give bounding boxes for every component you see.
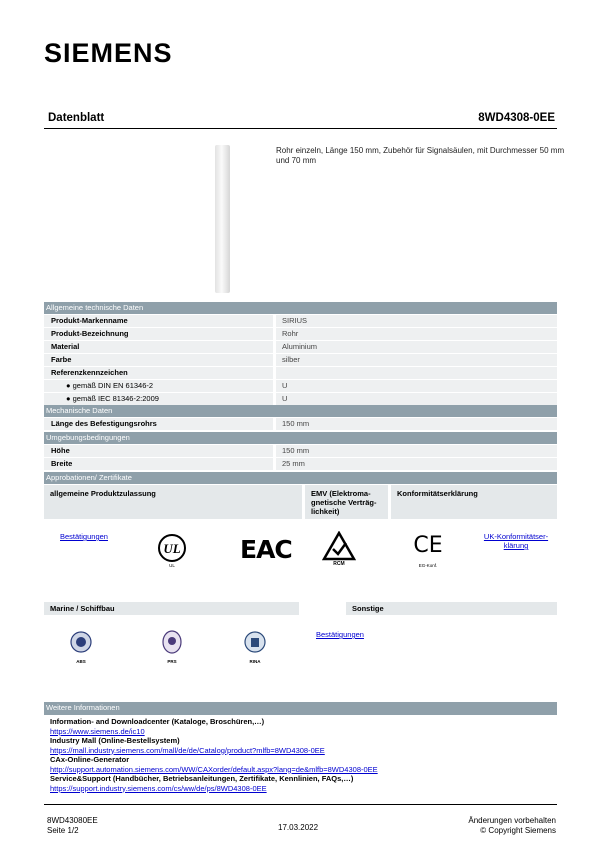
marine-header bbox=[44, 602, 557, 615]
section-approvals: Approbationen/ Zertifikate bbox=[44, 472, 557, 484]
table-row bbox=[44, 380, 557, 392]
row-value: Aluminium bbox=[276, 341, 557, 353]
row-value: 150 mm bbox=[276, 445, 557, 457]
eac-certificate-icon: EAC bbox=[240, 535, 292, 564]
row-key: Produkt-Markenname bbox=[44, 315, 273, 327]
row-key: ● gemäß IEC 81346-2:2009 bbox=[44, 393, 273, 405]
rcm-certificate-icon: RCM bbox=[322, 531, 356, 569]
table-row bbox=[44, 328, 557, 340]
prs-certificate-icon: PRS bbox=[161, 630, 183, 668]
siemens-logo: SIEMENS bbox=[44, 38, 173, 68]
footer-code: 8WD43080EE bbox=[47, 816, 98, 825]
row-value: 150 mm bbox=[276, 418, 557, 430]
section-general: Allgemeine technische Daten bbox=[44, 302, 557, 314]
row-key: Länge des Befestigungsrohrs bbox=[44, 418, 273, 430]
row-key: ● gemäß DIN EN 61346-2 bbox=[44, 380, 273, 392]
table-row bbox=[44, 354, 557, 366]
row-key: Referenzkennzeichen bbox=[44, 367, 273, 379]
info-title: Service&Support (Handbücher, Betriebsanleitungen, Zertifikate, Kennlinien, FAQs,…) bbox=[50, 774, 354, 783]
page-title: Datenblatt bbox=[48, 112, 105, 124]
svg-text:UL: UL bbox=[163, 541, 181, 556]
footer-page: Seite 1/2 bbox=[47, 825, 79, 835]
row-value: U bbox=[276, 393, 557, 405]
approvals-header bbox=[44, 485, 557, 519]
footer-changes: Änderungen vorbehalten bbox=[468, 816, 556, 825]
info-link[interactable]: https://mall.industry.siemens.com/mall/de/de/Catalog/product?mlfb=8WD4308-0EE bbox=[50, 745, 325, 755]
approvals-col-general: allgemeine Produktzulassung bbox=[44, 485, 302, 519]
confirmations-link[interactable]: Bestätigungen bbox=[60, 532, 108, 541]
info-link[interactable]: http://support.automation.siemens.com/WW/CAXorder/default.aspx?lang=de&mlfb=8WD4308-0EE bbox=[50, 764, 378, 774]
info-link[interactable]: https://www.siemens.de/ic10 bbox=[50, 726, 145, 736]
table-row bbox=[44, 445, 557, 457]
row-key: Höhe bbox=[44, 445, 273, 457]
row-key: Material bbox=[44, 341, 273, 353]
approvals-col-conformity: Konformitätserklärung bbox=[391, 485, 557, 519]
ce-certificate-icon: CE EG-Konf. bbox=[413, 533, 443, 568]
footer-copyright: © Copyright Siemens bbox=[480, 825, 556, 835]
table-row bbox=[44, 393, 557, 405]
table-row bbox=[44, 418, 557, 430]
table-row bbox=[44, 367, 557, 379]
product-image-tube bbox=[215, 145, 230, 293]
article-number: 8WD4308-0EE bbox=[478, 112, 555, 124]
section-more-info: Weitere Informationen bbox=[44, 702, 557, 714]
info-title: CAx-Online-Generator bbox=[50, 755, 130, 764]
table-row bbox=[44, 315, 557, 327]
other-confirmations-link[interactable]: Bestätigungen bbox=[316, 630, 364, 639]
footer-left bbox=[47, 816, 98, 835]
other-col: Sonstige bbox=[346, 602, 557, 615]
datasheet-header bbox=[44, 111, 557, 129]
row-value: Rohr bbox=[276, 328, 557, 340]
row-value: silber bbox=[276, 354, 557, 366]
table-row bbox=[44, 341, 557, 353]
marine-col: Marine / Schiffbau bbox=[44, 602, 299, 615]
row-key: Breite bbox=[44, 458, 273, 470]
table-row bbox=[44, 458, 557, 470]
rina-certificate-icon: RINA bbox=[244, 630, 266, 668]
info-title: Information- and Downloadcenter (Kataloge, Broschüren,…) bbox=[50, 717, 265, 726]
approvals-col-emv: EMV (Elektroma-gnetische Verträg-lichkeit) bbox=[305, 485, 388, 519]
row-value: 25 mm bbox=[276, 458, 557, 470]
row-key: Produkt-Bezeichnung bbox=[44, 328, 273, 340]
row-value: SIRIUS bbox=[276, 315, 557, 327]
footer-date: 17.03.2022 bbox=[278, 823, 319, 832]
uk-conformity-link[interactable]: UK-Konformitätser-klärung bbox=[483, 532, 549, 550]
row-value bbox=[276, 367, 557, 379]
row-value: U bbox=[276, 380, 557, 392]
section-environment: Umgebungsbedingungen bbox=[44, 432, 557, 444]
row-key: Farbe bbox=[44, 354, 273, 366]
footer-right bbox=[468, 816, 556, 835]
abs-certificate-icon: ABS bbox=[70, 630, 92, 668]
info-link[interactable]: https://support.industry.siemens.com/cs/ww/de/ps/8WD4308-0EE bbox=[50, 783, 267, 793]
section-mechanical: Mechanische Daten bbox=[44, 405, 557, 417]
info-title: Industry Mall (Online-Bestellsystem) bbox=[50, 736, 180, 745]
product-description: Rohr einzeln, Länge 150 mm, Zubehör für Signalsäulen, mit Durchmesser 50 mm und 70 mm bbox=[276, 146, 565, 165]
ul-certificate-icon: UL UL bbox=[156, 533, 188, 569]
